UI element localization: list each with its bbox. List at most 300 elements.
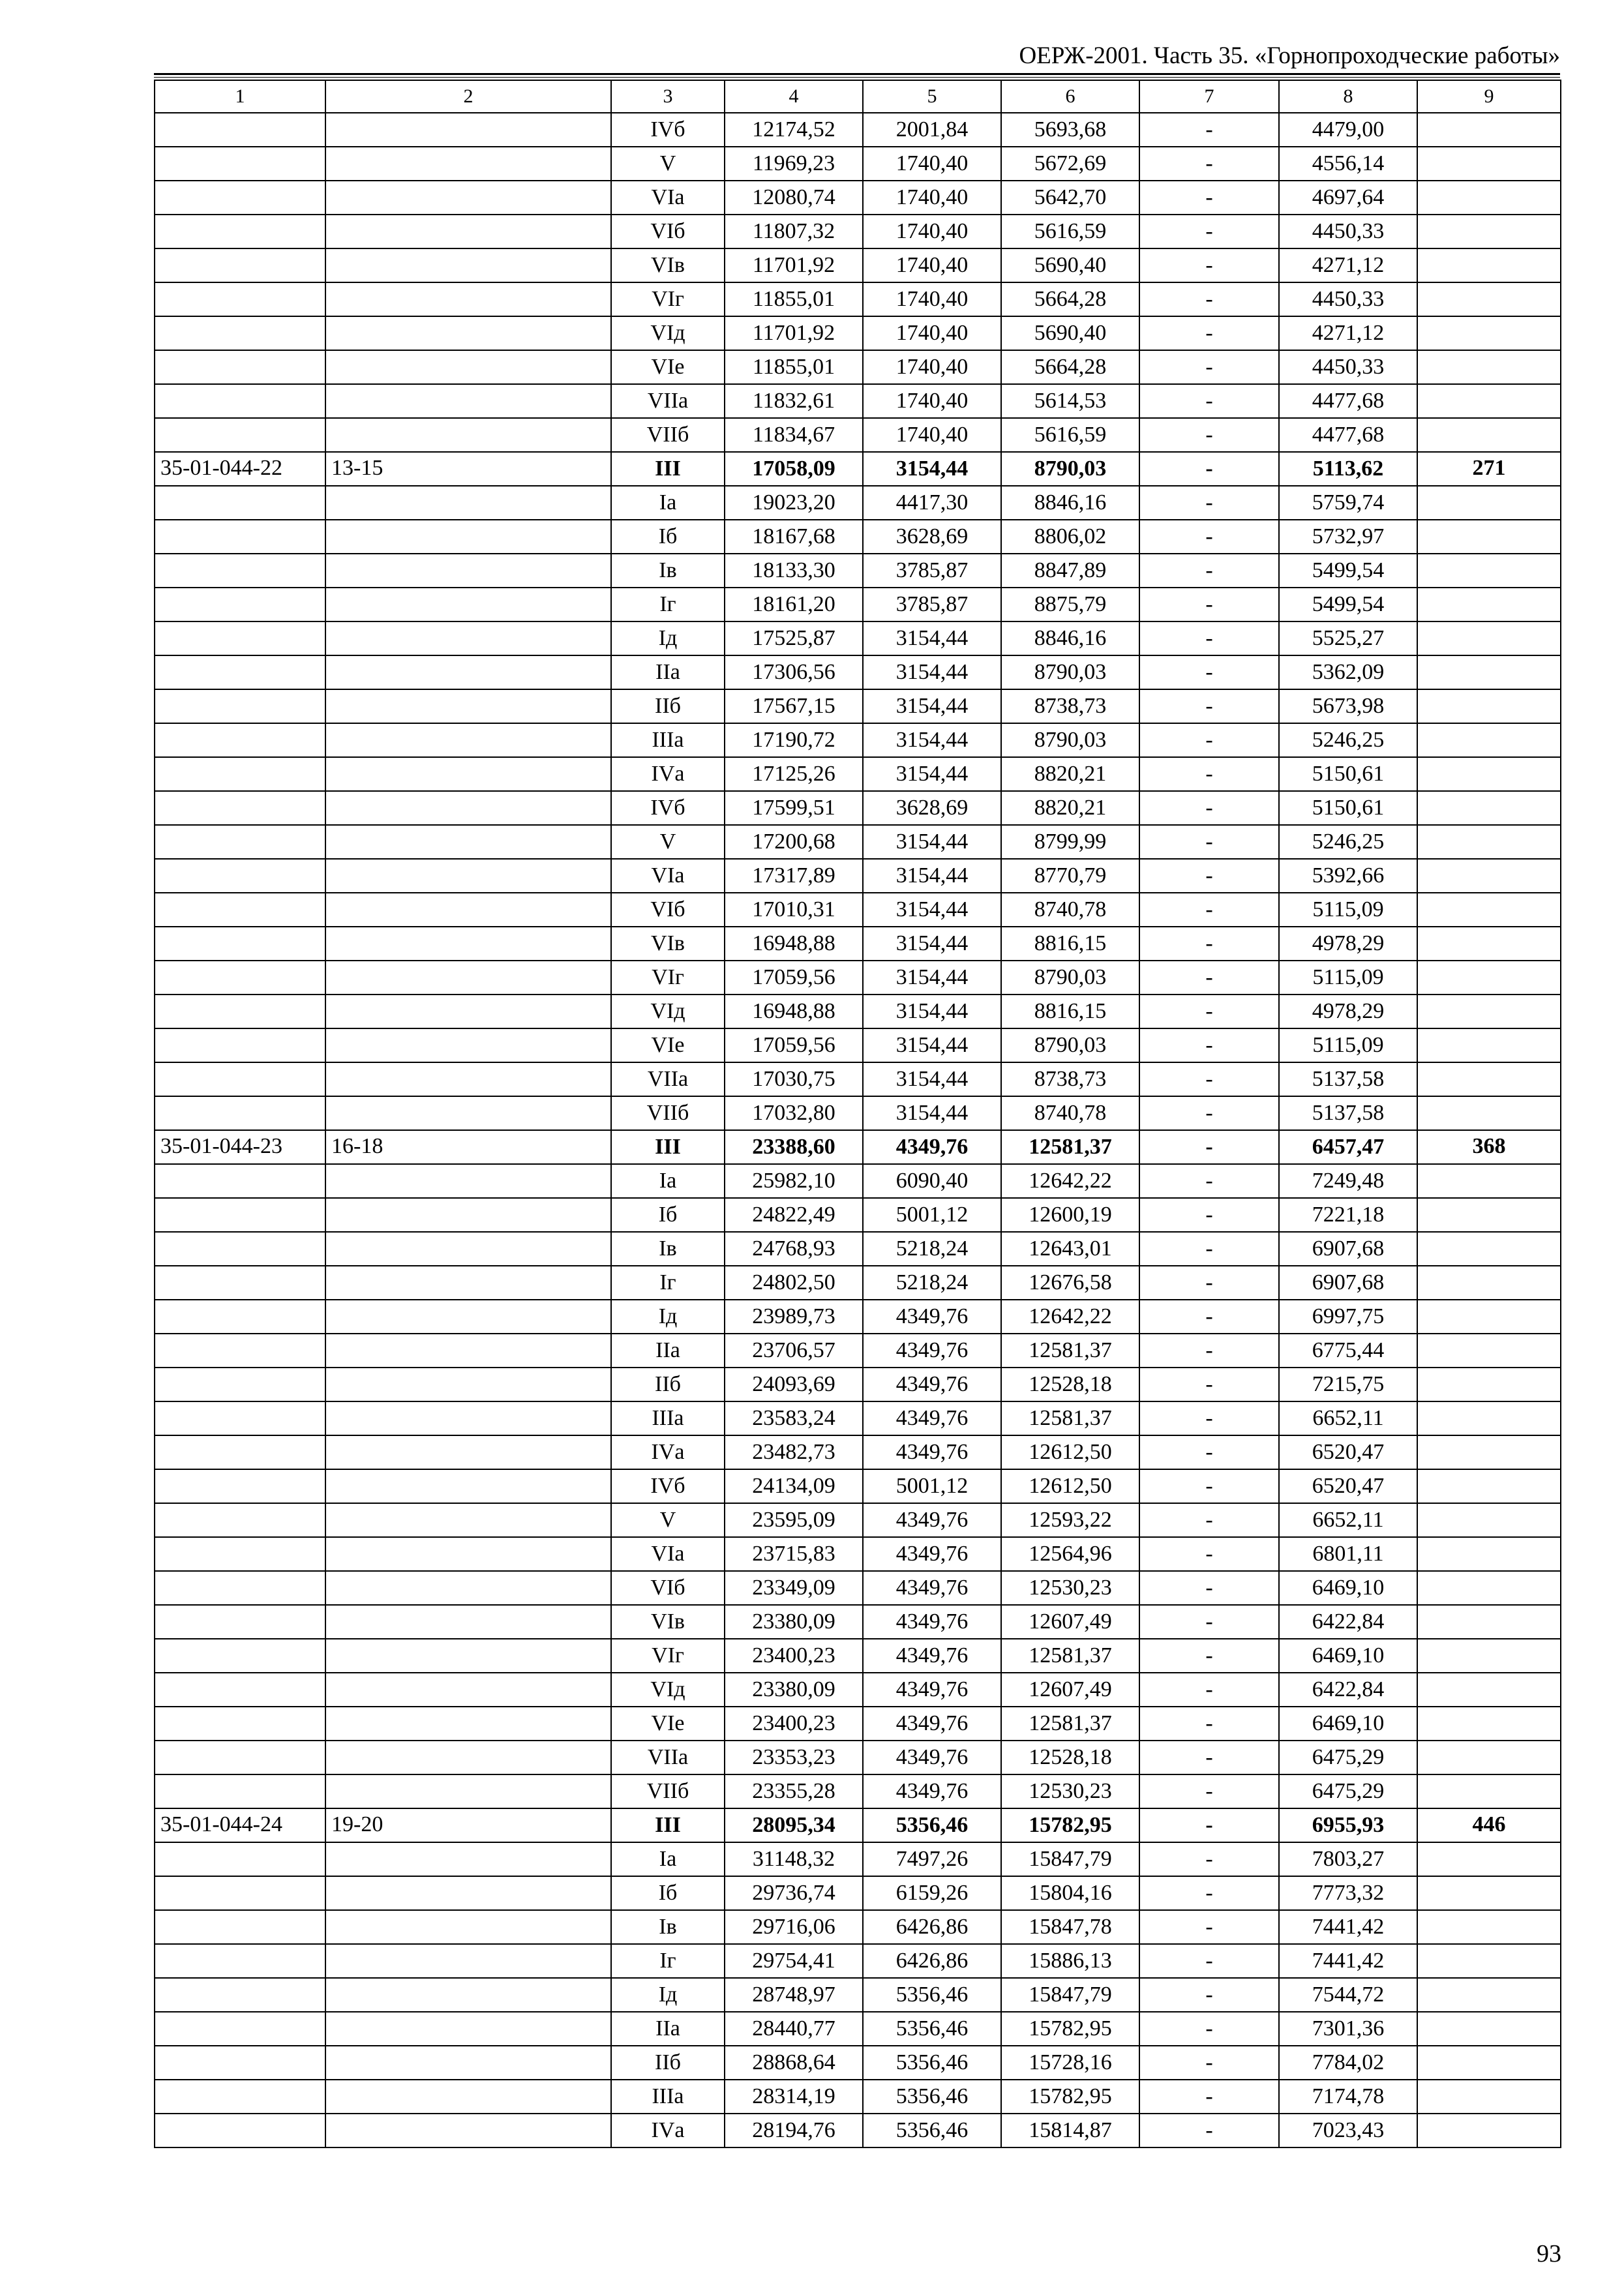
- machine-costs-cell: 12593,22: [1001, 1503, 1139, 1537]
- material-costs-cell: 4477,68: [1279, 418, 1417, 452]
- labor-wages-cell: 4349,76: [863, 1401, 1001, 1435]
- region-class-cell: VIг: [611, 1639, 725, 1673]
- driver-wages-cell: -: [1139, 1571, 1279, 1605]
- driver-wages-cell: -: [1139, 1368, 1279, 1401]
- driver-wages-cell: -: [1139, 2080, 1279, 2114]
- machine-costs-cell: 5642,70: [1001, 181, 1139, 215]
- table-positions-cell: [325, 1910, 611, 1944]
- material-costs-cell: 4697,64: [1279, 181, 1417, 215]
- labor-wages-cell: 4349,76: [863, 1130, 1001, 1164]
- labor-hours-cell: [1417, 1062, 1561, 1096]
- direct-costs-cell: 18133,30: [725, 554, 863, 588]
- labor-wages-cell: 5218,24: [863, 1232, 1001, 1266]
- labor-hours-cell: [1417, 181, 1561, 215]
- driver-wages-cell: -: [1139, 1944, 1279, 1978]
- region-class-cell: VIв: [611, 248, 725, 282]
- labor-hours-cell: [1417, 927, 1561, 961]
- material-costs-cell: 7249,48: [1279, 1164, 1417, 1198]
- driver-wages-cell: -: [1139, 1164, 1279, 1198]
- table-positions-cell: [325, 961, 611, 995]
- labor-hours-cell: [1417, 1401, 1561, 1435]
- driver-wages-cell: -: [1139, 1435, 1279, 1469]
- table-row: [155, 1774, 1561, 1808]
- driver-wages-cell: -: [1139, 384, 1279, 418]
- rate-code-cell: [155, 554, 325, 588]
- region-class-cell: VIб: [611, 215, 725, 248]
- table-row: [155, 961, 1561, 995]
- region-class-cell: IIб: [611, 2046, 725, 2080]
- driver-wages-cell: -: [1139, 859, 1279, 893]
- table-row: [155, 554, 1561, 588]
- region-class-cell: IVа: [611, 757, 725, 791]
- region-class-cell: IIа: [611, 1334, 725, 1368]
- region-class-cell: Iг: [611, 588, 725, 621]
- machine-costs-cell: 8790,03: [1001, 961, 1139, 995]
- driver-wages-cell: -: [1139, 1808, 1279, 1842]
- machine-costs-cell: 8816,15: [1001, 927, 1139, 961]
- labor-hours-cell: [1417, 655, 1561, 689]
- region-class-cell: IIIа: [611, 2080, 725, 2114]
- column-number-row: [155, 80, 1561, 113]
- table-row: [155, 1639, 1561, 1673]
- table-row: [155, 1096, 1561, 1130]
- direct-costs-cell: 17059,56: [725, 1028, 863, 1062]
- material-costs-cell: 5246,25: [1279, 723, 1417, 757]
- table-row: [155, 1503, 1561, 1537]
- table-positions-cell: [325, 1096, 611, 1130]
- direct-costs-cell: 28314,19: [725, 2080, 863, 2114]
- labor-hours-cell: [1417, 1164, 1561, 1198]
- driver-wages-cell: -: [1139, 1537, 1279, 1571]
- material-costs-cell: 4450,33: [1279, 282, 1417, 316]
- machine-costs-cell: 15804,16: [1001, 1876, 1139, 1910]
- machine-costs-cell: 8806,02: [1001, 520, 1139, 554]
- direct-costs-cell: 23583,24: [725, 1401, 863, 1435]
- material-costs-cell: 7773,32: [1279, 1876, 1417, 1910]
- labor-wages-cell: 6426,86: [863, 1944, 1001, 1978]
- table-positions-cell: [325, 1605, 611, 1639]
- rate-code-cell: 35-01-044-23: [155, 1130, 325, 1164]
- machine-costs-cell: 12600,19: [1001, 1198, 1139, 1232]
- rate-code-cell: [155, 1198, 325, 1232]
- table-positions-cell: [325, 1978, 611, 2012]
- material-costs-cell: 7784,02: [1279, 2046, 1417, 2080]
- region-class-cell: Iа: [611, 1842, 725, 1876]
- driver-wages-cell: -: [1139, 2114, 1279, 2147]
- region-class-cell: VIе: [611, 350, 725, 384]
- table-row: [155, 995, 1561, 1028]
- table-row: [155, 1232, 1561, 1266]
- region-class-cell: IIа: [611, 2012, 725, 2046]
- region-class-cell: IVб: [611, 791, 725, 825]
- region-class-cell: VIд: [611, 1673, 725, 1707]
- table-positions-cell: [325, 486, 611, 520]
- table-row: [155, 1334, 1561, 1368]
- region-class-cell: V: [611, 825, 725, 859]
- material-costs-cell: 6907,68: [1279, 1232, 1417, 1266]
- table-positions-cell: [325, 1876, 611, 1910]
- material-costs-cell: 6469,10: [1279, 1639, 1417, 1673]
- labor-hours-cell: [1417, 1571, 1561, 1605]
- machine-costs-cell: 8816,15: [1001, 995, 1139, 1028]
- labor-wages-cell: 2001,84: [863, 113, 1001, 147]
- table-row: [155, 1571, 1561, 1605]
- driver-wages-cell: -: [1139, 1028, 1279, 1062]
- rate-code-cell: [155, 893, 325, 927]
- labor-hours-cell: [1417, 147, 1561, 181]
- region-class-cell: VIг: [611, 961, 725, 995]
- table-row: [155, 1876, 1561, 1910]
- region-class-cell: IVа: [611, 1435, 725, 1469]
- labor-wages-cell: 6159,26: [863, 1876, 1001, 1910]
- table-row: [155, 1978, 1561, 2012]
- driver-wages-cell: -: [1139, 1978, 1279, 2012]
- region-class-cell: Iг: [611, 1266, 725, 1300]
- labor-wages-cell: 5356,46: [863, 1808, 1001, 1842]
- table-row: [155, 825, 1561, 859]
- direct-costs-cell: 24822,49: [725, 1198, 863, 1232]
- material-costs-cell: 4450,33: [1279, 215, 1417, 248]
- machine-costs-cell: 8770,79: [1001, 859, 1139, 893]
- table-positions-cell: [325, 1944, 611, 1978]
- machine-costs-cell: 5616,59: [1001, 215, 1139, 248]
- driver-wages-cell: -: [1139, 1842, 1279, 1876]
- driver-wages-cell: -: [1139, 215, 1279, 248]
- labor-wages-cell: 4349,76: [863, 1300, 1001, 1334]
- labor-hours-cell: [1417, 588, 1561, 621]
- material-costs-cell: 5115,09: [1279, 961, 1417, 995]
- labor-wages-cell: 3154,44: [863, 621, 1001, 655]
- rate-code-cell: [155, 2114, 325, 2147]
- driver-wages-cell: -: [1139, 181, 1279, 215]
- machine-costs-cell: 12607,49: [1001, 1673, 1139, 1707]
- material-costs-cell: 5392,66: [1279, 859, 1417, 893]
- driver-wages-cell: -: [1139, 316, 1279, 350]
- material-costs-cell: 7174,78: [1279, 2080, 1417, 2114]
- table-row: [155, 1469, 1561, 1503]
- machine-costs-cell: 8875,79: [1001, 588, 1139, 621]
- labor-hours-cell: [1417, 1707, 1561, 1741]
- table-row: [155, 2080, 1561, 2114]
- driver-wages-cell: -: [1139, 520, 1279, 554]
- rate-code-cell: [155, 1469, 325, 1503]
- labor-hours-cell: [1417, 1673, 1561, 1707]
- labor-wages-cell: 5356,46: [863, 2080, 1001, 2114]
- driver-wages-cell: -: [1139, 282, 1279, 316]
- material-costs-cell: 5525,27: [1279, 621, 1417, 655]
- table-row: [155, 1842, 1561, 1876]
- labor-wages-cell: 4349,76: [863, 1774, 1001, 1808]
- column-number: 3: [611, 80, 725, 113]
- rate-code-cell: [155, 181, 325, 215]
- machine-costs-cell: 5693,68: [1001, 113, 1139, 147]
- table-positions-cell: [325, 2046, 611, 2080]
- machine-costs-cell: 15782,95: [1001, 2080, 1139, 2114]
- table-row: [155, 1673, 1561, 1707]
- region-class-cell: VIе: [611, 1028, 725, 1062]
- direct-costs-cell: 24802,50: [725, 1266, 863, 1300]
- machine-costs-cell: 15847,79: [1001, 1842, 1139, 1876]
- labor-hours-cell: [1417, 1232, 1561, 1266]
- driver-wages-cell: -: [1139, 486, 1279, 520]
- labor-hours-cell: [1417, 621, 1561, 655]
- region-class-cell: VIв: [611, 927, 725, 961]
- material-costs-cell: 6775,44: [1279, 1334, 1417, 1368]
- direct-costs-cell: 23706,57: [725, 1334, 863, 1368]
- labor-hours-cell: [1417, 995, 1561, 1028]
- machine-costs-cell: 5690,40: [1001, 316, 1139, 350]
- labor-hours-cell: [1417, 1266, 1561, 1300]
- material-costs-cell: 7023,43: [1279, 2114, 1417, 2147]
- table-row: [155, 1741, 1561, 1774]
- labor-hours-cell: [1417, 1639, 1561, 1673]
- table-row: [155, 1707, 1561, 1741]
- labor-hours-cell: [1417, 418, 1561, 452]
- direct-costs-cell: 16948,88: [725, 927, 863, 961]
- direct-costs-cell: 23400,23: [725, 1639, 863, 1673]
- direct-costs-cell: 17032,80: [725, 1096, 863, 1130]
- direct-costs-cell: 12174,52: [725, 113, 863, 147]
- labor-wages-cell: 3154,44: [863, 655, 1001, 689]
- labor-hours-cell: [1417, 1978, 1561, 2012]
- driver-wages-cell: -: [1139, 995, 1279, 1028]
- labor-wages-cell: 4349,76: [863, 1571, 1001, 1605]
- table-positions-cell: [325, 1028, 611, 1062]
- table-positions-cell: [325, 1435, 611, 1469]
- direct-costs-cell: 23380,09: [725, 1673, 863, 1707]
- table-positions-cell: [325, 927, 611, 961]
- labor-hours-cell: [1417, 1368, 1561, 1401]
- table-positions-cell: [325, 520, 611, 554]
- table-row: [155, 1062, 1561, 1096]
- labor-wages-cell: 5001,12: [863, 1198, 1001, 1232]
- region-class-cell: IIIа: [611, 1401, 725, 1435]
- table-row: [155, 384, 1561, 418]
- driver-wages-cell: -: [1139, 791, 1279, 825]
- rate-code-cell: [155, 859, 325, 893]
- driver-wages-cell: -: [1139, 418, 1279, 452]
- labor-wages-cell: 5356,46: [863, 2012, 1001, 2046]
- machine-costs-cell: 12642,22: [1001, 1164, 1139, 1198]
- direct-costs-cell: 25982,10: [725, 1164, 863, 1198]
- direct-costs-cell: 24134,09: [725, 1469, 863, 1503]
- machine-costs-cell: 8790,03: [1001, 1028, 1139, 1062]
- table-row: [155, 1130, 1561, 1164]
- direct-costs-cell: 11832,61: [725, 384, 863, 418]
- rate-code-cell: [155, 927, 325, 961]
- direct-costs-cell: 28095,34: [725, 1808, 863, 1842]
- region-class-cell: Iб: [611, 520, 725, 554]
- driver-wages-cell: -: [1139, 757, 1279, 791]
- table-row: [155, 1368, 1561, 1401]
- table-row: [155, 2114, 1561, 2147]
- direct-costs-cell: 28868,64: [725, 2046, 863, 2080]
- rate-code-cell: [155, 1096, 325, 1130]
- running-header: ОЕРЖ-2001. Часть 35. «Горнопроходческие работы»: [1019, 42, 1560, 69]
- rate-code-cell: [155, 2012, 325, 2046]
- direct-costs-cell: 17200,68: [725, 825, 863, 859]
- labor-wages-cell: 1740,40: [863, 384, 1001, 418]
- labor-wages-cell: 3154,44: [863, 689, 1001, 723]
- machine-costs-cell: 12581,37: [1001, 1130, 1139, 1164]
- machine-costs-cell: 5672,69: [1001, 147, 1139, 181]
- table-positions-cell: [325, 2114, 611, 2147]
- machine-costs-cell: 12528,18: [1001, 1741, 1139, 1774]
- material-costs-cell: 4978,29: [1279, 927, 1417, 961]
- driver-wages-cell: -: [1139, 1774, 1279, 1808]
- rate-code-cell: [155, 995, 325, 1028]
- labor-wages-cell: 3628,69: [863, 791, 1001, 825]
- direct-costs-cell: 28440,77: [725, 2012, 863, 2046]
- machine-costs-cell: 12530,23: [1001, 1774, 1139, 1808]
- table-positions-cell: [325, 1401, 611, 1435]
- material-costs-cell: 5759,74: [1279, 486, 1417, 520]
- labor-wages-cell: 4349,76: [863, 1537, 1001, 1571]
- rate-code-cell: [155, 1978, 325, 2012]
- labor-wages-cell: 3154,44: [863, 825, 1001, 859]
- labor-hours-cell: [1417, 113, 1561, 147]
- table-positions-cell: [325, 1062, 611, 1096]
- machine-costs-cell: 8790,03: [1001, 655, 1139, 689]
- labor-wages-cell: 5001,12: [863, 1469, 1001, 1503]
- table-positions-cell: [325, 1673, 611, 1707]
- driver-wages-cell: -: [1139, 147, 1279, 181]
- material-costs-cell: 6469,10: [1279, 1571, 1417, 1605]
- region-class-cell: Iд: [611, 1300, 725, 1334]
- direct-costs-cell: 17125,26: [725, 757, 863, 791]
- direct-costs-cell: 17317,89: [725, 859, 863, 893]
- rate-code-cell: [155, 147, 325, 181]
- labor-wages-cell: 5356,46: [863, 1978, 1001, 2012]
- labor-wages-cell: 3154,44: [863, 927, 1001, 961]
- labor-hours-cell: [1417, 554, 1561, 588]
- rate-code-cell: [155, 248, 325, 282]
- labor-hours-cell: [1417, 1435, 1561, 1469]
- table-row: [155, 1435, 1561, 1469]
- labor-hours-cell: [1417, 248, 1561, 282]
- rate-code-cell: [155, 1673, 325, 1707]
- table-positions-cell: [325, 723, 611, 757]
- material-costs-cell: 5499,54: [1279, 554, 1417, 588]
- region-class-cell: IVб: [611, 113, 725, 147]
- region-class-cell: VIе: [611, 1707, 725, 1741]
- driver-wages-cell: -: [1139, 825, 1279, 859]
- driver-wages-cell: -: [1139, 927, 1279, 961]
- region-class-cell: VIв: [611, 1605, 725, 1639]
- driver-wages-cell: -: [1139, 1707, 1279, 1741]
- table-row: [155, 1164, 1561, 1198]
- rate-code-cell: [155, 1028, 325, 1062]
- labor-wages-cell: 3154,44: [863, 1096, 1001, 1130]
- labor-wages-cell: 1740,40: [863, 282, 1001, 316]
- machine-costs-cell: 8790,03: [1001, 452, 1139, 486]
- direct-costs-cell: 11807,32: [725, 215, 863, 248]
- labor-hours-cell: 368: [1417, 1130, 1561, 1164]
- region-class-cell: VIIа: [611, 1062, 725, 1096]
- labor-wages-cell: 3785,87: [863, 588, 1001, 621]
- rate-code-cell: [155, 621, 325, 655]
- labor-wages-cell: 5218,24: [863, 1266, 1001, 1300]
- column-number: 5: [863, 80, 1001, 113]
- material-costs-cell: 6475,29: [1279, 1741, 1417, 1774]
- driver-wages-cell: -: [1139, 2046, 1279, 2080]
- rate-code-cell: [155, 1910, 325, 1944]
- region-class-cell: Iа: [611, 1164, 725, 1198]
- table-row: [155, 859, 1561, 893]
- labor-wages-cell: 4349,76: [863, 1673, 1001, 1707]
- labor-hours-cell: [1417, 1774, 1561, 1808]
- direct-costs-cell: 24768,93: [725, 1232, 863, 1266]
- table-positions-cell: [325, 1198, 611, 1232]
- table-positions-cell: [325, 316, 611, 350]
- driver-wages-cell: -: [1139, 554, 1279, 588]
- rate-code-cell: [155, 1503, 325, 1537]
- machine-costs-cell: 5614,53: [1001, 384, 1139, 418]
- direct-costs-cell: 17306,56: [725, 655, 863, 689]
- table-row: [155, 1266, 1561, 1300]
- table-positions-cell: [325, 995, 611, 1028]
- direct-costs-cell: 29716,06: [725, 1910, 863, 1944]
- labor-wages-cell: 4349,76: [863, 1741, 1001, 1774]
- material-costs-cell: 6652,11: [1279, 1401, 1417, 1435]
- driver-wages-cell: -: [1139, 1130, 1279, 1164]
- table-row: [155, 927, 1561, 961]
- material-costs-cell: 7301,36: [1279, 2012, 1417, 2046]
- direct-costs-cell: 23595,09: [725, 1503, 863, 1537]
- labor-wages-cell: 1740,40: [863, 147, 1001, 181]
- rate-code-cell: [155, 316, 325, 350]
- table-row: [155, 791, 1561, 825]
- labor-wages-cell: 4349,76: [863, 1503, 1001, 1537]
- table-row: [155, 181, 1561, 215]
- driver-wages-cell: -: [1139, 961, 1279, 995]
- direct-costs-cell: 24093,69: [725, 1368, 863, 1401]
- material-costs-cell: 4271,12: [1279, 248, 1417, 282]
- table-positions-cell: [325, 215, 611, 248]
- material-costs-cell: 5499,54: [1279, 588, 1417, 621]
- driver-wages-cell: -: [1139, 452, 1279, 486]
- region-class-cell: Iг: [611, 1944, 725, 1978]
- direct-costs-cell: 29754,41: [725, 1944, 863, 1978]
- region-class-cell: IIб: [611, 1368, 725, 1401]
- machine-costs-cell: 15847,78: [1001, 1910, 1139, 1944]
- rate-code-cell: [155, 757, 325, 791]
- machine-costs-cell: 8846,16: [1001, 486, 1139, 520]
- rate-code-cell: [155, 1944, 325, 1978]
- material-costs-cell: 4271,12: [1279, 316, 1417, 350]
- material-costs-cell: 5137,58: [1279, 1096, 1417, 1130]
- rate-code-cell: [155, 1842, 325, 1876]
- labor-wages-cell: 4349,76: [863, 1707, 1001, 1741]
- table-row: [155, 248, 1561, 282]
- rate-code-cell: [155, 1232, 325, 1266]
- labor-wages-cell: 1740,40: [863, 418, 1001, 452]
- driver-wages-cell: -: [1139, 655, 1279, 689]
- labor-hours-cell: [1417, 1028, 1561, 1062]
- table-positions-cell: [325, 588, 611, 621]
- machine-costs-cell: 8740,78: [1001, 893, 1139, 927]
- table-positions-cell: [325, 384, 611, 418]
- table-positions-cell: [325, 282, 611, 316]
- material-costs-cell: 6475,29: [1279, 1774, 1417, 1808]
- table-positions-cell: [325, 554, 611, 588]
- table-row: [155, 588, 1561, 621]
- machine-costs-cell: 8847,89: [1001, 554, 1139, 588]
- labor-hours-cell: [1417, 1198, 1561, 1232]
- machine-costs-cell: 15847,79: [1001, 1978, 1139, 2012]
- driver-wages-cell: -: [1139, 893, 1279, 927]
- rate-code-cell: [155, 1435, 325, 1469]
